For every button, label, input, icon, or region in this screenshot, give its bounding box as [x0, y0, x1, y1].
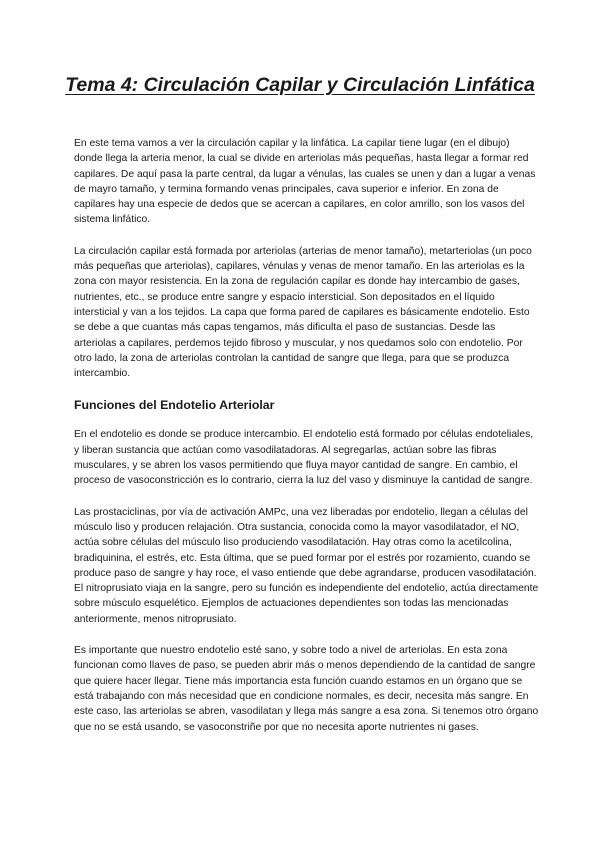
document-body: [74, 136, 540, 751]
paragraph-section-3: Es importante que nuestro endotelio esté sano, y sobre todo a nivel de arteriolas. En esta zona funcionan como llaves de paso, se pueden abrir más o menos dependiendo de la cantidad de sangre que quiere hacer llegar. Tiene más importancia esta función cuando estamos en un órgano que se está trabajando con más necesidad que en condicione normales, es decir, necesita más sangre. En este caso, las arteriolas se abren, vasodilatan y llega más sangre a esa zona. Si tenemos otro órgano que no se está usando, se vasoconstriñe por que no necesita aporte nutrientes ni gases.: [74, 645, 539, 733]
page-title: Tema 4: Circulación Capilar y Circulación Linfática: [65, 74, 535, 96]
section-heading: Funciones del Endotelio Arteriolar: [74, 398, 275, 413]
paragraph-intro-1: En este tema vamos a ver la circulación capilar y la linfática. La capilar tiene lugar (en el dibujo) donde llega la arteria menor, la cual se divide en arteriolas más pequeñas, hasta llegar a formar red capilares. De aquí pasa la parte central, da lugar a vénulas, las cuales se unen y dan a lugar a venas de mayro tamaño, y termina formando venas principales, cava superior e inferior. En zona de capilares hay una especie de dedos que se acercan a capilares, en color amrillo, son los vasos del sistema linfático.: [74, 138, 536, 226]
paragraph-section-1: En el endotelio es donde se produce intercambio. El endotelio está formado por células endoteliales, y liberan sustancia que actúan como vasodilatadoras. Al segregarlas, actúan sobre las fibras musculares, y se abren los vasos permitiendo que fluya mayor cantidad de sangre. En cambio, el proceso de vasoconstricción es lo contrario, cierra la luz del vaso y disminuye la cantidad de sangre.: [74, 429, 534, 487]
paragraph-intro-2: La circulación capilar está formada por arteriolas (arterias de menor tamaño), metarteriolas (un poco más pequeñas que arteriolas), capilares, vénulas y venas de menor tamaño. En las arteriolas es la zona con mayor resistencia. En la zona de regulación capilar es donde hay intercambio de gases, nutrientes, etc., se produce entre sangre y espacio intersticial. Son depositados en el líquido intersticial y van a los tejidos. La capa que forma pared de capilares es básicamente endotelio. Esto se debe a que cuantas más capas tengamos, más dificulta el paso de sustancias. Desde las arteriolas a capilares, perdemos tejido fibroso y muscular, y nos quedamos solo con endotelio. Por otro lado, la zona de arteriolas controlan la cantidad de sangre que llega, para que se produzca intercambio.: [74, 245, 532, 380]
paragraph-section-2: Las prostaciclinas, por vía de activación AMPc, una vez liberadas por endotelio, llegan a células del músculo liso y producen relajación. Otra sustancia, conocida como la mayor vasodilatador, el NO, actúa sobre células del músculo liso produciendo vasodilatación. Hay otras como la acetilcolina, bradiquinina, el estrés, etc. Esta última, que se pued formar por el estrés por rozamiento, cuando se produce paso de sangre y hay roce, el vaso entiende que debe agrandarse, producen vasodilatación. El nitroprusiato viaja en la sangre, pero su función es independiente del endotelio, actúa directamente sobre músculo esquelético. Ejemplos de actuaciones dependientes son todas las mencionadas anteriormente, menos nitroprusiato.: [74, 506, 539, 625]
